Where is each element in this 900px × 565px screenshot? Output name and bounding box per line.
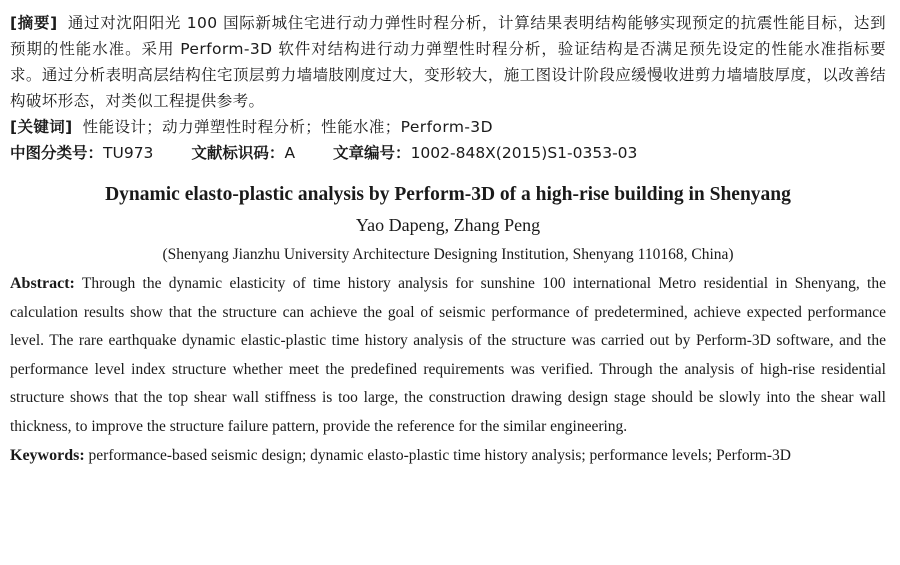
doc-code-value: A [284, 144, 296, 162]
doc-code-group [191, 140, 295, 166]
english-abstract-text: Through the dynamic elasticity of time history analysis for sunshine 100 international Metro residential in Shenyang, the calculation results show that the structure can achieve the goal of seismic performance of predetermined, achieve expected performance level. The rare earthquake dynamic elastic-plastic time history analysis of the structure was carried out by Perform-3D software, and the performance level index structure whether meet the predefined requirements was verified. Through the analysis of high-rise residential structure shows that the top shear wall stiffness is too large, the construction drawing design stage should be slowly into the shear wall thickness, to improve the structure failure pattern, provide the reference for the similar engineering. [10, 275, 886, 435]
chinese-keywords-label: [关键词] [10, 118, 73, 136]
chinese-keywords [10, 114, 886, 140]
english-abstract [10, 270, 886, 442]
clc-label: 中图分类号： [10, 144, 104, 162]
english-abstract-label: Abstract: [10, 275, 75, 292]
english-keywords-text: performance-based seismic design; dynamic elasto-plastic time history analysis; performance levels; Perform-3D [88, 446, 791, 464]
article-no-value: 1002-848X(2015)S1-0353-03 [410, 144, 638, 162]
article-no-group [333, 140, 637, 166]
chinese-abstract [10, 10, 886, 114]
article-no-label: 文章编号： [333, 144, 411, 162]
clc-value: TU973 [103, 144, 154, 162]
chinese-keywords-text: 性能设计；动力弹塑性时程分析；性能水准；Perform-3D [82, 118, 493, 136]
english-authors: Yao Dapeng, Zhang Peng [355, 215, 541, 235]
english-affiliation: (Shenyang Jianzhu University Architecture Designing Institution, Shenyang 110168, China) [162, 246, 734, 263]
classification-row [10, 140, 886, 166]
english-title: Dynamic elasto-plastic analysis by Perform-3D of a high-rise building in Shenyang [105, 184, 791, 205]
paper-page [10, 10, 886, 470]
chinese-abstract-label: [摘要] [10, 14, 58, 32]
doc-code-label: 文献标识码： [191, 144, 285, 162]
chinese-abstract-text: 通过对沈阳阳光 100 国际新城住宅进行动力弹性时程分析，计算结果表明结构能够实现预定的抗震性能目标，达到预期的性能水准。采用 Perform-3D 软件对结构进行动力弹塑性时程分析，验证结构是否满足预先设定的性能水准指标要求。通过分析表明高层结构住宅顶层剪力墙墙肢刚度过大，变形较大，施工图设计阶段应缓慢收进剪力墙墙肢厚度，以改善结构破坏形态，对类似工程提供参考。 [10, 14, 886, 110]
english-keywords [10, 442, 886, 471]
english-keywords-label: Keywords: [10, 446, 85, 464]
clc-group [10, 140, 153, 166]
